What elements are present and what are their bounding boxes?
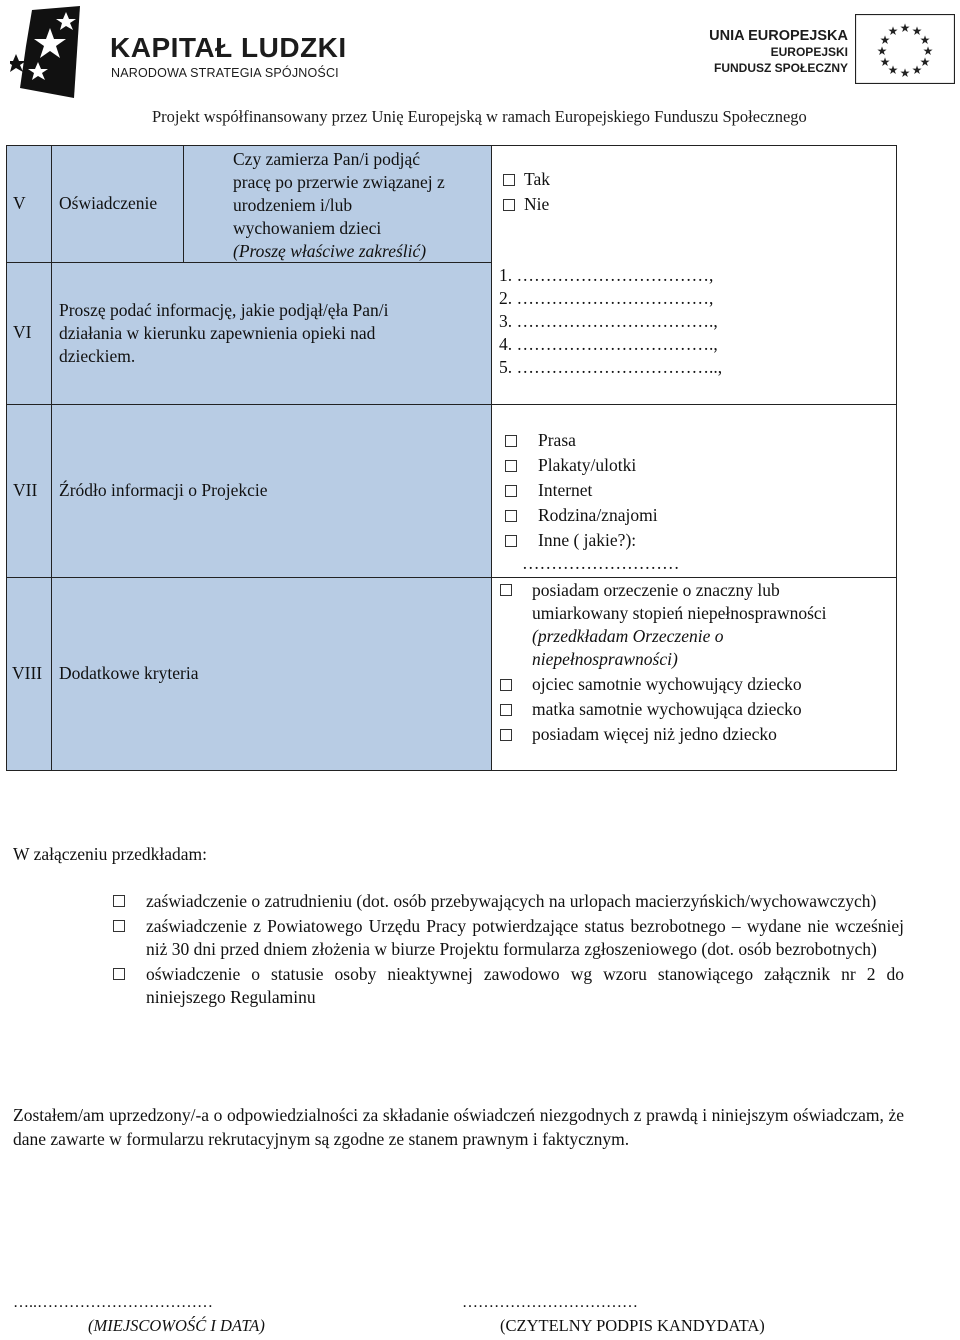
- row-v-options: [503, 168, 550, 216]
- eu-flag-icon: [855, 14, 955, 84]
- row-vii-option-label: Internet: [538, 480, 593, 500]
- eu-line1: UNIA EUROPEJSKA: [709, 28, 848, 44]
- checkbox-icon[interactable]: [113, 968, 125, 980]
- checkbox-icon[interactable]: [505, 485, 517, 497]
- row-v-option[interactable]: [503, 193, 550, 216]
- row-v-question-line: pracę po przerwie związanej z: [233, 172, 445, 192]
- row-vii-option[interactable]: [505, 529, 680, 552]
- svg-text:★: ★: [899, 66, 911, 80]
- row-viii-option-label: ojciec samotnie wychowujący dziecko: [532, 674, 802, 694]
- row-viii-option[interactable]: [500, 723, 892, 746]
- row-viii-option-line: umiarkowany stopień niepełnosprawności: [532, 603, 827, 623]
- row-v-question-cell: [184, 145, 492, 263]
- row-vi-question-line: Proszę podać informację, jakie podjął/ęła Pan/i: [59, 300, 389, 320]
- checkbox-icon[interactable]: [500, 679, 512, 691]
- page-header: [0, 0, 960, 130]
- row-v-number: V: [13, 193, 26, 213]
- row-vi-number-cell: [6, 263, 52, 405]
- svg-text:★: ★: [887, 24, 899, 38]
- row-viii-option[interactable]: [500, 579, 892, 671]
- row-vi-answer-line[interactable]: 2. ……………………………,: [499, 288, 714, 308]
- attachment-item-text: zaświadczenie o zatrudnieniu (dot. osób przebywających na urlopach macierzyńskich/wychowawczych): [146, 891, 877, 911]
- row-vii-other-dots[interactable]: ………………………: [522, 553, 680, 573]
- row-v-question-note: (Proszę właściwe zakreślić): [233, 241, 427, 261]
- checkbox-icon[interactable]: [113, 895, 125, 907]
- row-vi-answer-line[interactable]: 4. …………………………….,: [499, 334, 718, 354]
- svg-text:★: ★: [879, 33, 891, 47]
- row-divider: [491, 577, 897, 578]
- row-viii-options: [500, 579, 892, 746]
- checkbox-icon[interactable]: [503, 199, 515, 211]
- row-viii-option-note: niepełnosprawności): [532, 649, 678, 669]
- row-vii-label-cell: [52, 404, 492, 578]
- row-viii-option[interactable]: [500, 698, 892, 721]
- kapital-ludzki-subtitle: NARODOWA STRATEGIA SPÓJNOŚCI: [111, 66, 339, 80]
- row-vi-answer-line[interactable]: 5. ……………………………..,: [499, 357, 723, 377]
- svg-text:★: ★: [876, 44, 888, 58]
- checkbox-icon[interactable]: [503, 174, 515, 186]
- eu-line2: EUROPEJSKI: [770, 45, 848, 59]
- row-vii-option[interactable]: [505, 479, 680, 502]
- row-viii-option-line: posiadam orzeczenie o znaczny lub: [532, 580, 780, 600]
- checkbox-icon[interactable]: [505, 535, 517, 547]
- row-vii-options: [505, 429, 680, 575]
- row-vi-answer-line[interactable]: 1. ……………………………,: [499, 265, 714, 285]
- row-vi-question-cell: [52, 263, 492, 405]
- signature-dots[interactable]: ……………………………: [462, 1294, 638, 1311]
- row-viii-label-cell: [52, 577, 492, 771]
- row-vi-question-line: dzieckiem.: [59, 346, 136, 366]
- eu-line3: FUNDUSZ SPOŁECZNY: [713, 61, 848, 75]
- row-vi-question-line: działania w kierunku zapewnienia opieki nad: [59, 323, 376, 343]
- checkbox-icon[interactable]: [505, 435, 517, 447]
- row-vii-number-cell: [6, 404, 52, 578]
- row-v-option-label: Nie: [524, 194, 550, 214]
- svg-text:★: ★: [919, 55, 931, 69]
- attachment-item[interactable]: [113, 915, 904, 962]
- place-date-label: (MIEJSCOWOŚĆ I DATA): [88, 1316, 265, 1335]
- row-vii-label: Źródło informacji o Projekcie: [59, 480, 268, 500]
- attachment-item[interactable]: [113, 963, 904, 1010]
- row-v-label: Oświadczenie: [59, 193, 158, 213]
- row-vi-answer-list: [499, 264, 722, 379]
- checkbox-icon[interactable]: [500, 729, 512, 741]
- row-vii-number: VII: [13, 480, 38, 500]
- checkbox-icon[interactable]: [113, 920, 125, 932]
- svg-text:★: ★: [911, 24, 923, 38]
- row-vii-option-label: Plakaty/ulotki: [538, 455, 637, 475]
- cofinancing-note: Projekt współfinansowany przez Unię Europejską w ramach Europejskiego Funduszu Społecznego: [152, 107, 807, 126]
- signature-label: (CZYTELNY PODPIS KANDYDATA): [500, 1316, 765, 1335]
- row-v-number-cell: [6, 145, 52, 263]
- row-v-question-line: Czy zamierza Pan/i podjąć: [233, 149, 421, 169]
- checkbox-icon[interactable]: [500, 584, 512, 596]
- svg-text:★: ★: [899, 21, 911, 35]
- row-v-question-line: wychowaniem dzieci: [233, 218, 382, 238]
- row-viii-number: VIII: [12, 663, 43, 683]
- attachment-item-text: oświadczenie o statusie osoby nieaktywnej zawodowo wg wzoru stanowiącego załącznik nr 2 do niniejszego Regulaminu: [146, 963, 904, 1007]
- row-vii-option[interactable]: [505, 504, 680, 527]
- svg-text:★: ★: [919, 33, 931, 47]
- kapital-ludzki-title: KAPITAŁ LUDZKI: [110, 32, 347, 63]
- kapital-ludzki-logo-icon: [10, 6, 110, 102]
- row-viii-option-label: matka samotnie wychowująca dziecko: [532, 699, 802, 719]
- row-vii-option[interactable]: [505, 429, 680, 452]
- svg-text:★: ★: [911, 63, 923, 77]
- row-vii-option-label: Prasa: [538, 430, 576, 450]
- row-vii-option-label: Rodzina/znajomi: [538, 505, 658, 525]
- row-viii-label: Dodatkowe kryteria: [59, 663, 199, 683]
- svg-text:★: ★: [922, 44, 934, 58]
- attachments-heading: W załączeniu przedkładam:: [13, 844, 208, 864]
- attachments-list: [113, 890, 904, 1010]
- place-date-dots[interactable]: …..……………………………: [13, 1294, 213, 1311]
- row-viii-option-note: (przedkładam Orzeczenie o: [532, 626, 724, 646]
- row-vii-option[interactable]: [505, 454, 680, 477]
- row-v-option[interactable]: [503, 168, 550, 191]
- attachment-item-text: zaświadczenie z Powiatowego Urzędu Pracy potwierdzające status bezrobotnego – wydane nie wcześniej niż 30 dni przed dniem złożenia w biurze Projektu formularza zgłoszeniowego (dot. osób bezrobotnych): [146, 915, 904, 959]
- attachment-item[interactable]: [113, 890, 904, 914]
- svg-text:★: ★: [887, 63, 899, 77]
- checkbox-icon[interactable]: [500, 704, 512, 716]
- row-vi-answer-line[interactable]: 3. …………………………….,: [499, 311, 718, 331]
- checkbox-icon[interactable]: [505, 460, 517, 472]
- row-vi-number: VI: [13, 322, 32, 342]
- row-vii-option-label: Inne ( jakie?):: [538, 530, 637, 550]
- row-viii-option[interactable]: [500, 673, 892, 696]
- svg-text:★: ★: [879, 55, 891, 69]
- row-v-question-line: urodzeniem i/lub: [233, 195, 353, 215]
- row-v-option-label: Tak: [524, 169, 550, 189]
- row-v-label-cell: [52, 145, 184, 263]
- checkbox-icon[interactable]: [505, 510, 517, 522]
- eu-fund-text: [709, 28, 848, 76]
- row-viii-number-cell: [6, 577, 52, 771]
- declaration-text: Zostałem/am uprzedzony/-a o odpowiedzialności za składanie oświadczeń niezgodnych z prawdą i niniejszym oświadczam, że dane zawarte w formularzu rekrutacyjnym są zgodne ze stanem prawnym i faktycznym.: [13, 1105, 904, 1149]
- row-viii-option-label: posiadam więcej niż jedno dziecko: [532, 724, 777, 744]
